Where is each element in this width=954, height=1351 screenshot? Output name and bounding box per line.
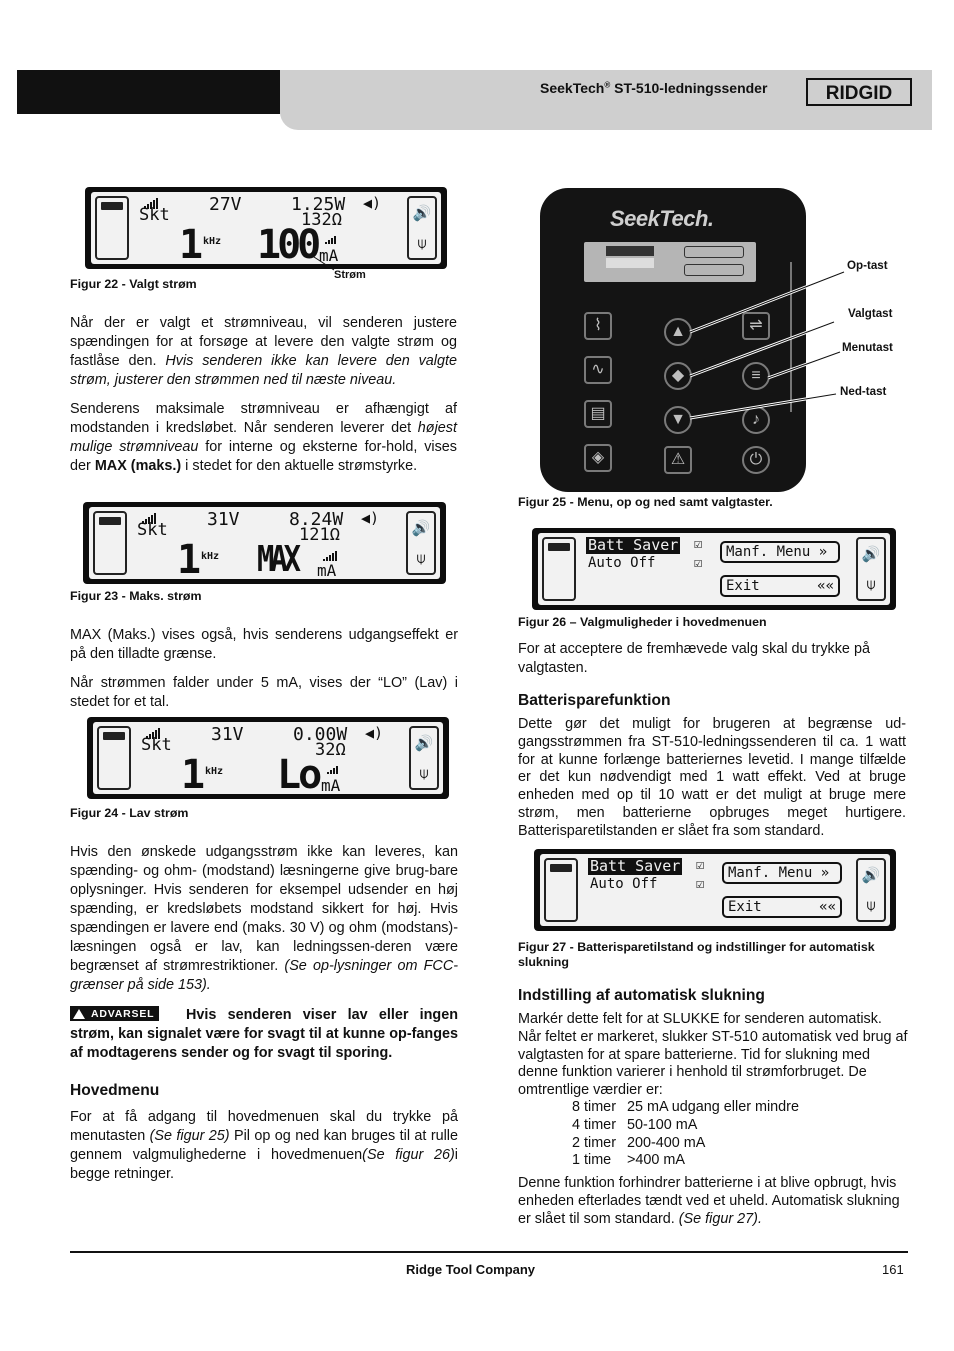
voltage-readout: 31V xyxy=(211,724,244,745)
table-row: 2 timer 200-400 mA xyxy=(572,1134,706,1151)
auto-off-checkbox[interactable]: ☑ xyxy=(696,876,705,892)
current-readout: Lo xyxy=(277,752,320,794)
current-readout: MAX xyxy=(257,539,298,579)
paragraph-lo: Når strømmen falder under 5 mA, vises der “LO” (Lav) i stedet for et tal. xyxy=(70,675,458,710)
fig25-leader-lines xyxy=(660,260,850,430)
antenna-icon: ⍦ xyxy=(416,550,426,567)
device-down-button[interactable]: ▼ xyxy=(664,406,692,434)
fig26-caption: Figur 26 – Valgmuligheder i hovedmenuen xyxy=(518,615,767,629)
device-brand: SeekTech. xyxy=(610,206,714,231)
paragraph-max-level: Senderens maksimale strømniveau er afhængigt af modstanden i kredsløbet. Når senderen leverer det højest mulige strømniveau for interne og eksterne for-hold, vises der MAX (maks.) i stedet for den aktuelle strømstyrke. xyxy=(70,401,457,474)
device-cord-button[interactable]: ⇌ xyxy=(742,312,770,340)
current-bars-icon xyxy=(325,236,336,244)
watt-readout: 0.00W xyxy=(293,724,348,745)
device-frequency-button[interactable]: ∿ xyxy=(584,356,612,384)
fig22-caption: Figur 22 - Valgt strøm xyxy=(70,277,197,291)
strom-callout-label: Strøm xyxy=(334,269,366,281)
device-trace-mode-button[interactable]: ⌇ xyxy=(584,312,612,340)
ridgid-logo xyxy=(806,78,912,106)
footer-rule xyxy=(70,1251,908,1253)
volume-icon: 🔊 xyxy=(411,520,431,537)
fig22-lcd xyxy=(85,187,447,269)
watt-readout: 1.25W xyxy=(291,194,346,215)
header-title: SeekTech® ST-510-ledningssender xyxy=(540,80,768,96)
auto-off-checkbox[interactable]: ☑ xyxy=(694,555,703,571)
device-volume-button[interactable]: ♪ xyxy=(742,406,770,434)
footer-company: Ridge Tool Company xyxy=(406,1262,536,1277)
table-row: 8 timer 25 mA udgang eller mindre xyxy=(572,1099,799,1115)
current-bars-icon xyxy=(323,551,337,561)
device-power-button[interactable]: ⏻ xyxy=(742,446,770,474)
frequency-unit: kHz xyxy=(205,766,224,777)
voltage-readout: 27V xyxy=(209,194,242,215)
current-unit: mA xyxy=(319,246,339,264)
shutdown-times-table xyxy=(572,1099,810,1170)
fig27-caption: Figur 27 - Batterisparetilstand og indstillinger for automatisk slukning xyxy=(518,940,875,969)
warning-badge: ADVARSEL xyxy=(70,1006,159,1021)
label-menutast: Menutast xyxy=(842,341,893,354)
header-shadow-band xyxy=(280,112,932,130)
current-readout: 100 xyxy=(257,222,318,264)
frequency-number: 1 xyxy=(181,752,206,794)
volume-icon: 🔊 xyxy=(861,546,881,563)
volume-icon: 🔊 xyxy=(412,205,432,222)
frequency-unit: kHz xyxy=(201,551,220,562)
heading-batterisparefunktion: Batterisparefunktion xyxy=(518,692,671,709)
heading-hovedmenu: Hovedmenu xyxy=(70,1082,160,1099)
skt-label: Skt xyxy=(139,205,170,225)
warning-text: Hvis senderen viser lav eller ingen strøm, kan signalet være for svagt til at kunne op-fanges af modtagerens sender og for svagt til sporing. xyxy=(70,1007,458,1061)
battery-icon xyxy=(97,726,131,790)
auto-off-option[interactable]: Auto Off xyxy=(590,876,658,892)
antenna-icon: ⍦ xyxy=(417,235,427,252)
ohm-readout: 121Ω xyxy=(299,525,340,545)
volume-icon: 🔊 xyxy=(414,735,434,752)
fig23-caption: Figur 23 - Maks. strøm xyxy=(70,589,202,603)
speaker-icon: ◀) xyxy=(363,194,382,212)
fig27-lcd xyxy=(534,849,896,931)
exit-button[interactable]: Exit «« xyxy=(722,896,842,918)
device-select-button[interactable]: ◆ xyxy=(664,362,692,390)
current-bars-icon xyxy=(327,766,338,774)
skt-label: Skt xyxy=(137,520,168,540)
page-number: 161 xyxy=(882,1262,904,1277)
battery-icon xyxy=(544,858,578,922)
table-row: 1 time >400 mA xyxy=(572,1152,685,1169)
ohm-readout: 132Ω xyxy=(301,210,342,230)
antenna-icon: ⍦ xyxy=(866,897,876,914)
voltage-readout: 31V xyxy=(207,509,240,530)
batt-saver-option[interactable]: Batt Saver xyxy=(588,536,679,554)
paragraph-automatisk-slukning: Markér dette felt for at SLUKKE for senderen automatisk. Når feltet er markeret, slukker ST-510 automatisk ved brug af valgtasten for at spare batterierne. Tid for slukning med denne funktion varierer i henhold til strømforbruget. De omtrentlige værdier er: xyxy=(518,1011,908,1099)
frequency-number: 1 xyxy=(179,222,204,264)
fig25-caption: Figur 25 - Menu, op og ned samt valgtaster. xyxy=(518,495,773,509)
paragraph-voltage-ohm: Hvis den ønskede udgangsstrøm ikke kan leveres, kan spænding- og ohm- (modstand) læsningerne give brug-bare oplysninger. Hvis senderen for eksempel udsender en høj spænding, er kredsløbets modstand sikkert for høj. Hvis spændingen er lavere end (maks. 30 V) og ohm (modstans)-læsningen også er lav, kan ledningssen-deren være begrænset af strømrestriktioner. (Se op-lysninger om FCC-grænser på side 153). xyxy=(70,844,459,993)
current-unit: mA xyxy=(321,776,341,794)
antenna-icon: ⍦ xyxy=(419,765,429,782)
paragraph-accept: For at acceptere de fremhævede valg skal du trykke på valgtasten. xyxy=(518,641,870,676)
paragraph-max-limit: MAX (Maks.) vises også, hvis senderens udgangseffekt er på den tilladte grænse. xyxy=(70,627,458,662)
volume-icon: 🔊 xyxy=(861,867,881,884)
antenna-icon: ⍦ xyxy=(866,576,876,593)
batt-saver-checkbox[interactable]: ☑ xyxy=(696,857,705,873)
battery-icon xyxy=(93,511,127,575)
speaker-icon: ◀) xyxy=(361,509,380,527)
header-black-band xyxy=(17,70,281,114)
svg-text:RIDGID: RIDGID xyxy=(825,83,893,104)
speaker-icon: ◀) xyxy=(365,724,384,742)
current-unit: mA xyxy=(317,561,337,579)
skt-label: Skt xyxy=(141,735,172,755)
battery-icon xyxy=(542,537,576,601)
frequency-unit: kHz xyxy=(203,236,222,247)
frequency-number: 1 xyxy=(177,537,202,579)
manf-menu-button[interactable]: Manf. Menu » xyxy=(722,862,842,884)
paragraph-batterisparefunktion: Dette gør det muligt for brugeren at begrænse ud-gangsstrømmen fra ST-510-ledningssenderen til ca. 1 watt for at kunne forlænge batteriernes levetid. I mange tilfælde er det kun nødvendigt med 1 watt effekt. Ved at bruge enheden med op til 10 watt er det muligt at bruge mere strøm, men batterierne opbruges meget hurtigere. Batterisparetilstanden er slået fra som standard. xyxy=(518,716,906,839)
paragraph-hovedmenu: For at få adgang til hovedmenuen skal du trykke på menutasten (Se figur 25) Pil op og ned kan bruges til at rulle gennem valgmulighederne i hovedmenuen(Se figur 26)i begge retninger. xyxy=(70,1109,459,1182)
paragraph-current-level: Når der er valgt et strømniveau, vil senderen justere spændingen for at forsøge at levere den valgte strøm og fastlåse den. Hvis senderen ikke kan levere den valgte strøm, justerer den strømmen ned til næste niveau. xyxy=(70,315,457,388)
fig24-caption: Figur 24 - Lav strøm xyxy=(70,806,189,820)
device-menu-button[interactable]: ≡ xyxy=(742,362,770,390)
heading-automatisk-slukning: Indstilling af automatisk slukning xyxy=(518,987,765,1004)
battery-icon xyxy=(95,196,129,260)
fig26-lcd xyxy=(532,528,896,610)
manf-menu-button[interactable]: Manf. Menu » xyxy=(720,541,840,563)
device-clamp-button[interactable]: ▤ xyxy=(584,400,612,428)
paragraph-auto-default: Denne funktion forhindrer batterierne i at blive opbrugt, hvis enheden efterlades tændt ved et uheld. Automatisk slukning er slået til som standard. (Se figur 27). xyxy=(518,1175,900,1227)
device-induction-button[interactable]: ◈ xyxy=(584,444,612,472)
batt-saver-option[interactable]: Batt Saver xyxy=(590,857,681,875)
label-op-tast: Op-tast xyxy=(847,259,888,272)
label-ned-tast: Ned-tast xyxy=(840,385,887,398)
fig23-lcd xyxy=(83,502,446,584)
table-row: 4 timer 50-100 mA xyxy=(572,1116,698,1133)
label-valgtast: Valgtast xyxy=(848,307,893,320)
exit-button[interactable]: Exit «« xyxy=(720,575,840,597)
auto-off-option[interactable]: Auto Off xyxy=(588,555,656,571)
batt-saver-checkbox[interactable]: ☑ xyxy=(694,536,703,552)
ohm-readout: 32Ω xyxy=(315,740,346,760)
watt-readout: 8.24W xyxy=(289,509,344,530)
device-up-button[interactable]: ▲ xyxy=(664,318,692,346)
device-warning-button[interactable]: ⚠ xyxy=(664,446,692,474)
fig24-lcd xyxy=(87,717,449,799)
